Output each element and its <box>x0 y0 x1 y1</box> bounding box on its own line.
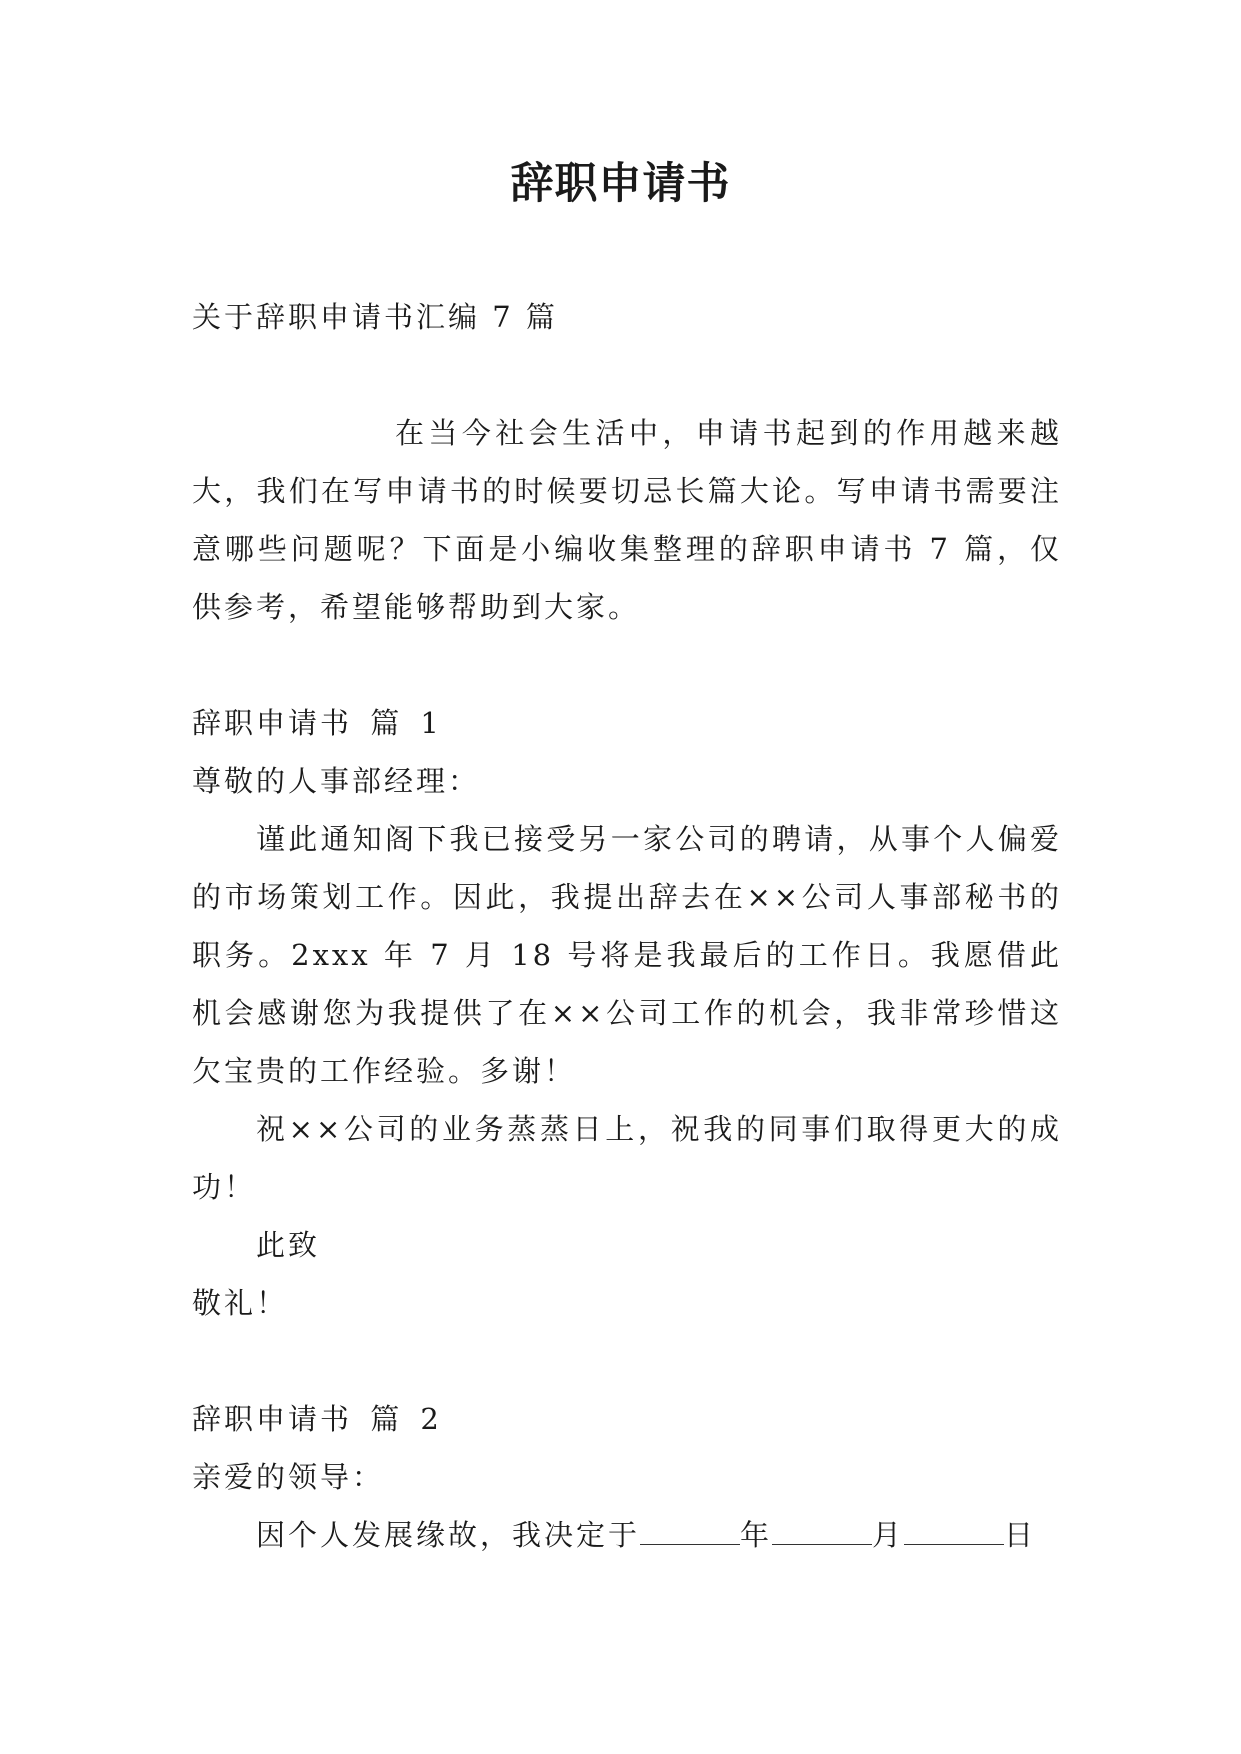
section-1-heading: 辞职申请书 篇 1 <box>192 706 442 740</box>
section-gap <box>192 1332 1062 1390</box>
year-blank <box>640 1522 740 1545</box>
day-label: 日 <box>1004 1518 1037 1552</box>
month-blank <box>772 1522 872 1545</box>
section-1-paragraph-1: 谨此通知阁下我已接受另一家公司的聘请，从事个人偏爱的市场策划工作。因此，我提出辞去在××公司人事部秘书的职务。2xxx 年 7 月 18 号将是我最后的工作日。我愿借此机会感谢您为我提供了在××公司工作的机会，我非常珍惜这欠宝贵的工作经验。多谢！ <box>192 822 1062 1088</box>
document-title: 辞职申请书 <box>510 159 731 209</box>
month-label: 月 <box>872 1518 905 1552</box>
section-2-paragraph-prefix: 因个人发展缘故，我决定于 <box>256 1518 641 1552</box>
intro-paragraph: 在当今社会生活中，申请书起到的作用越来越大，我们在写申请书的时候要切忌长篇大论。写申请书需要注意哪些问题呢？下面是小编收集整理的辞职申请书 7 篇，仅供参考，希望能够帮助到大家。 <box>192 416 1062 624</box>
day-blank <box>904 1522 1004 1545</box>
year-label: 年 <box>740 1518 773 1552</box>
section-2-salutation: 亲爱的领导： <box>192 1460 385 1494</box>
section-2-heading: 辞职申请书 篇 2 <box>192 1402 442 1436</box>
section-1-salutation: 尊敬的人事部经理： <box>192 764 481 798</box>
section-2-paragraph-1 <box>192 1506 1062 1564</box>
section-1-paragraph-2: 祝××公司的业务蒸蒸日上，祝我的同事们取得更大的成功！ <box>192 1112 1062 1204</box>
document-subtitle: 关于辞职申请书汇编 7 篇 <box>192 300 558 334</box>
section-1-closing-2: 敬礼！ <box>192 1286 289 1320</box>
section-1-closing-1: 此致 <box>256 1228 321 1262</box>
document-body <box>192 288 1062 1564</box>
